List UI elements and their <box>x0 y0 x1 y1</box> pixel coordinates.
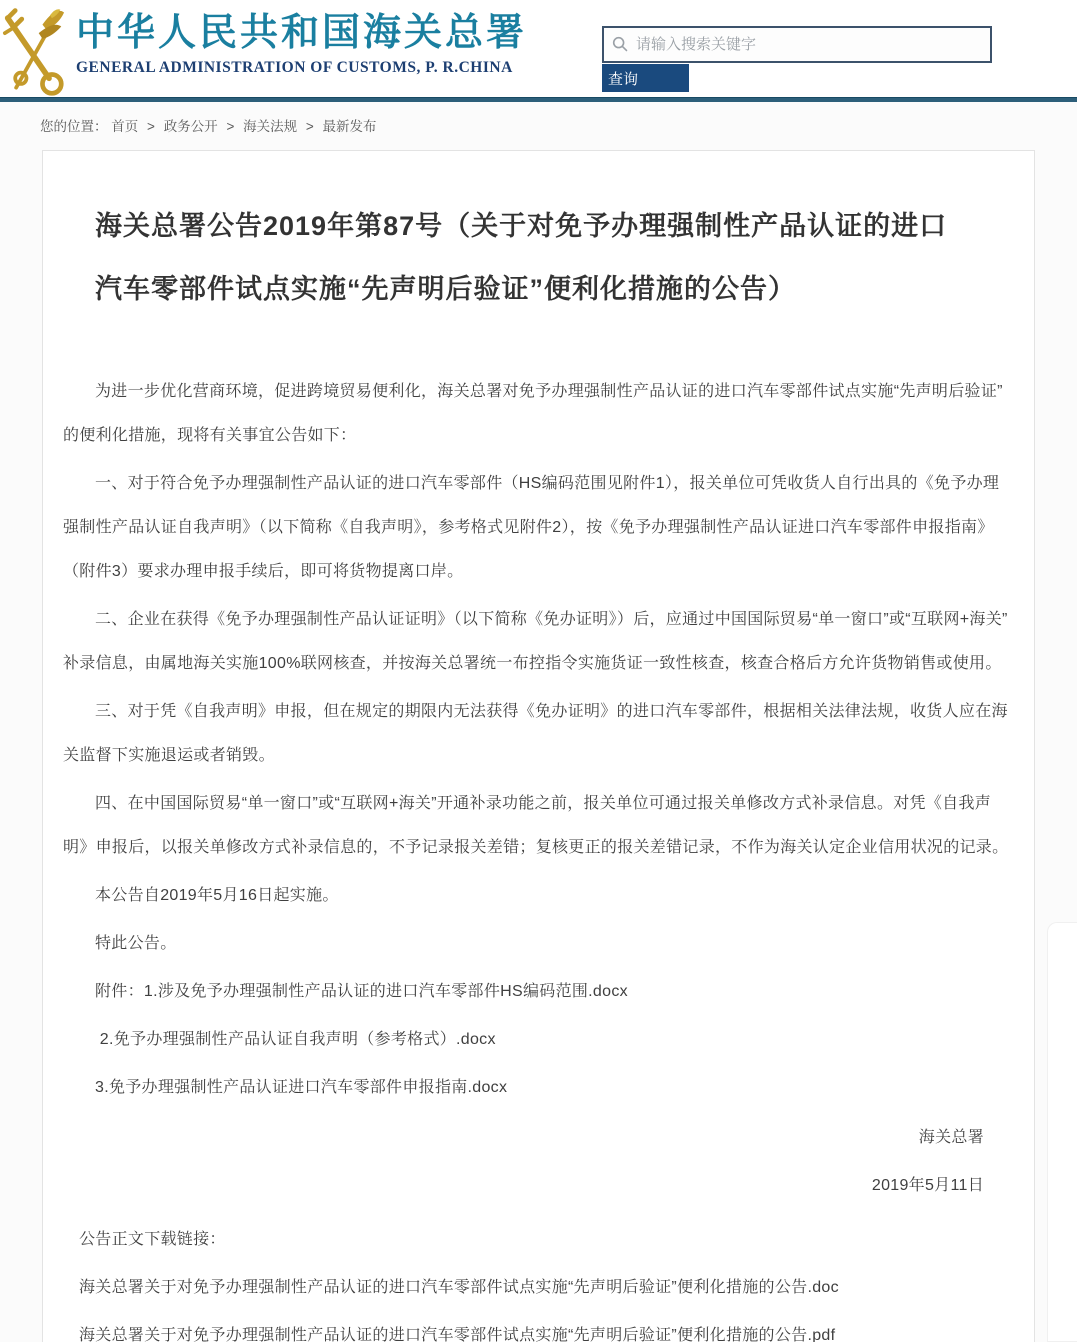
download-line-doc <box>63 1266 1014 1310</box>
site-title-en: GENERAL ADMINISTRATION OF CUSTOMS, P. R.CHINA <box>76 58 513 76</box>
search-input[interactable] <box>602 26 992 63</box>
article-paragraph-item2: 二、企业在获得《免予办理强制性产品认证证明》（以下简称《免办证明》）后，应通过中国国际贸易“单一窗口”或“互联网+海关”补录信息，由属地海关实施100%联网核查，并按海关总署统一布控指令实施货证一致性核查，核查合格后方允许货物销售或使用。 <box>63 610 1008 672</box>
search-button[interactable]: 查询 <box>602 64 689 92</box>
breadcrumb-link-latest-release[interactable]: 最新发布 <box>322 119 377 134</box>
attachment-link-3[interactable]: 3.免予办理强制性产品认证进口汽车零部件申报指南.docx <box>95 1078 508 1096</box>
attachment-line-1 <box>63 970 1014 1014</box>
closing-paragraph: 特此公告。 <box>95 934 177 952</box>
download-section <box>63 1218 1014 1342</box>
attachment-line-3 <box>63 1066 1014 1110</box>
attachment-link-1[interactable]: 1.涉及免予办理强制性产品认证的进口汽车零部件HS编码范围.docx <box>143 982 628 1000</box>
breadcrumb-link-gov-disclosure[interactable]: 政务公开 <box>163 119 218 134</box>
article-paragraph-intro: 为进一步优化营商环境，促进跨境贸易便利化，海关总署对免予办理强制性产品认证的进口汽车零部件试点实施“先声明后验证”的便利化措施，现将有关事宜公告如下： <box>63 382 1003 444</box>
breadcrumb-link-home[interactable]: 首页 <box>111 119 139 134</box>
customs-emblem-logo[interactable] <box>0 4 68 98</box>
download-link-pdf[interactable]: 海关总署关于对免予办理强制性产品认证的进口汽车零部件试点实施“先声明后验证”便利化措施的公告.pdf <box>79 1326 836 1342</box>
article-panel <box>42 150 1035 1342</box>
download-link-doc[interactable]: 海关总署关于对免予办理强制性产品认证的进口汽车零部件试点实施“先声明后验证”便利化措施的公告.doc <box>79 1278 839 1296</box>
customs-emblem-icon <box>0 85 68 102</box>
effective-date-paragraph: 本公告自2019年5月16日起实施。 <box>95 886 339 904</box>
breadcrumb-separator: > <box>226 119 235 134</box>
floating-widget-edge <box>1047 922 1077 1342</box>
article-paragraph-item1: 一、对于符合免予办理强制性产品认证的进口汽车零部件（HS编码范围见附件1），报关单位可凭收货人自行出具的《免予办理强制性产品认证自我声明》（以下简称《自我声明》，参考格式见附件2），按《免予办理强制性产品认证进口汽车零部件申报指南》（附件3）要求办理申报手续后，即可将货物提离口岸。 <box>63 474 1000 580</box>
attachments-label: 附件： <box>95 982 144 1000</box>
signature-block <box>63 1116 1014 1208</box>
site-header <box>0 0 1077 97</box>
search-icon <box>611 35 629 53</box>
breadcrumb-label: 您的位置： <box>40 119 108 134</box>
article-paragraph-item4: 四、在中国国际贸易“单一窗口”或“互联网+海关”开通补录功能之前，报关单位可通过报关单修改方式补录信息。对凭《自我声明》申报后，以报关单修改方式补录信息的，不予记录报关差错；复核更正的报关差错记录，不作为海关认定企业信用状况的记录。 <box>63 794 1009 856</box>
article-title: 海关总署公告2019年第87号（关于对免予办理强制性产品认证的进口汽车零部件试点实施“先声明后验证”便利化措施的公告） <box>95 211 948 305</box>
breadcrumb-separator: > <box>305 119 314 134</box>
breadcrumb <box>0 102 1077 146</box>
signature-date: 2019年5月11日 <box>871 1176 984 1194</box>
download-section-heading: 公告正文下载链接： <box>79 1230 226 1248</box>
signature-org: 海关总署 <box>918 1128 984 1146</box>
search-area <box>602 26 992 92</box>
attachment-link-2[interactable]: 2.免予办理强制性产品认证自我声明（参考格式）.docx <box>99 1030 496 1048</box>
attachment-line-2 <box>63 1018 1014 1062</box>
site-title <box>76 12 527 77</box>
article-paragraph-item3: 三、对于凭《自我声明》申报，但在规定的期限内无法获得《免办证明》的进口汽车零部件，根据相关法律法规，收货人应在海关监督下实施退运或者销毁。 <box>63 702 1008 764</box>
site-title-cn: 中华人民共和国海关总署 <box>76 12 528 54</box>
download-line-pdf <box>63 1314 1014 1342</box>
breadcrumb-link-regulations[interactable]: 海关法规 <box>243 119 298 134</box>
breadcrumb-separator: > <box>147 119 155 134</box>
